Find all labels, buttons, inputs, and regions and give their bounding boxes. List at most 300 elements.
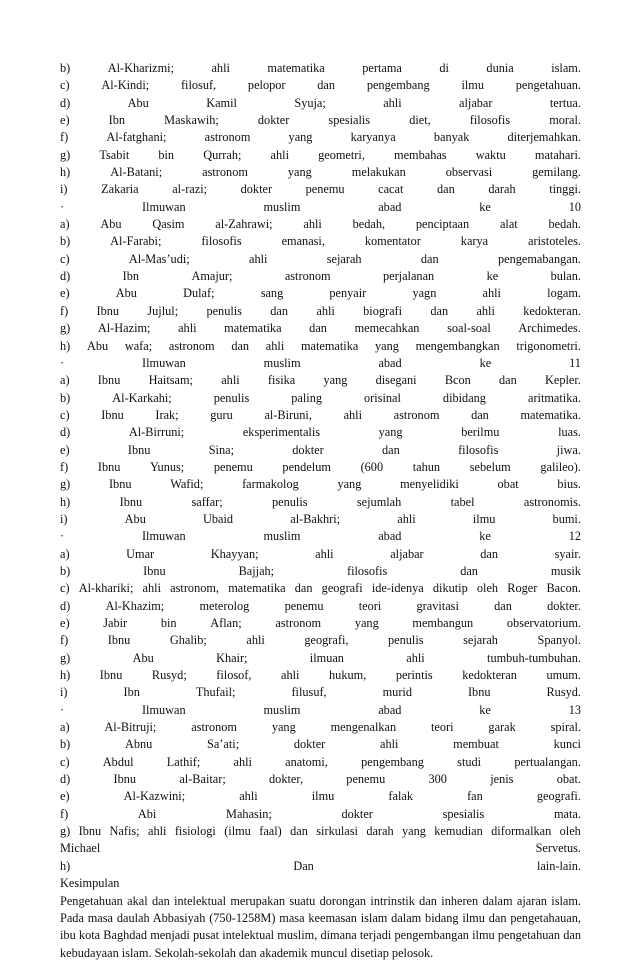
list-line	[60, 615, 581, 632]
line-word: ke	[479, 355, 492, 370]
line-word: Rusyd;	[151, 668, 187, 683]
list-line	[60, 476, 581, 493]
line-word: al-razi;	[172, 182, 208, 197]
line-word: penemu	[346, 772, 386, 787]
line-word: penulis	[388, 633, 424, 648]
line-word: (ilmu	[224, 824, 251, 839]
line-word: pengembang	[361, 754, 424, 769]
line-word: sirkulasi	[316, 824, 358, 839]
line-word: ahli	[265, 338, 285, 353]
line-word: b)	[60, 390, 71, 405]
list-line	[60, 667, 581, 684]
line-word: lain-lain.	[536, 858, 581, 873]
line-word: dan	[494, 598, 512, 613]
line-word: ahli	[383, 95, 402, 110]
list-line	[60, 147, 581, 164]
line-word: b)	[60, 563, 71, 578]
line-word: pengembang	[366, 78, 430, 93]
line-word: i)	[60, 685, 68, 700]
line-word: Al-Kazwini;	[123, 789, 186, 804]
line-word: kemudian	[434, 824, 483, 839]
line-word: perintis	[395, 668, 433, 683]
conclusion-paragraph: Pengetahuan akal dan intelektual merupakan suatu dorongan intrinstik dan inheren dalam ajaran islam. Pada masa daulah Abbasiyah (750-1258M) masa keemasan islam dalam bidang ilmu dan pengetahauan, ibu kota Baghdad menjadi pusat intelektual muslim, dimana terjadi pengembangan ilmu pengetahuan dan kebudayaan islam. Sekolah-sekolah dan akademik muncul disetiap pelosok.	[60, 893, 581, 960]
line-word: 300	[428, 772, 447, 787]
line-word: Ibnu	[101, 407, 124, 422]
line-word: banyak	[433, 130, 470, 145]
line-word: e)	[60, 616, 70, 630]
line-word: ide-idenya	[371, 581, 424, 596]
line-word: Ibnu	[467, 685, 491, 700]
line-word: Haitsam;	[148, 373, 193, 388]
line-word: pelopor	[247, 78, 286, 93]
list-line	[60, 823, 581, 840]
line-word: Qasim	[152, 217, 185, 232]
list-line	[60, 112, 581, 129]
line-word: tertua.	[549, 95, 581, 110]
line-word: logam.	[547, 286, 581, 301]
line-word: al-Baitar;	[179, 772, 226, 787]
line-word: Maskawih;	[164, 113, 219, 128]
list-line	[60, 338, 581, 355]
list-line	[60, 77, 581, 94]
line-word: ahli	[233, 754, 252, 769]
line-word: ahli	[379, 737, 399, 752]
line-word: 13	[568, 702, 581, 717]
line-word: Ibn	[123, 685, 140, 700]
line-word: abad	[378, 199, 402, 214]
list-line	[60, 355, 581, 372]
line-word: Kamil	[206, 95, 237, 110]
line-word: fisika	[267, 373, 296, 388]
line-word: g)	[60, 147, 71, 162]
line-word: Al-Batani;	[110, 165, 163, 180]
line-word: Khair;	[216, 650, 248, 665]
line-word: Ghalib;	[169, 633, 207, 648]
line-word: pendelum	[282, 459, 331, 474]
line-word: h)	[60, 668, 71, 683]
line-word: dan	[420, 251, 439, 266]
line-word: faal)	[259, 824, 282, 839]
line-word: aristoteles.	[528, 234, 581, 249]
line-word: dan	[430, 303, 449, 318]
line-word: geografi	[321, 581, 363, 596]
line-word: dokter	[240, 182, 273, 197]
line-word: ke	[479, 702, 491, 717]
line-word: yang	[323, 373, 348, 388]
line-word: jiwa.	[556, 442, 581, 457]
list-line	[60, 216, 581, 233]
line-word: pertualangan.	[514, 754, 581, 769]
line-word: 12	[568, 529, 581, 544]
line-word: jenis	[490, 772, 514, 787]
line-word: soal-soal	[447, 321, 491, 336]
line-word: Qurrah;	[203, 147, 242, 162]
line-word: filosofis	[458, 442, 499, 457]
line-word: Lathif;	[166, 754, 201, 769]
list-line	[60, 736, 581, 753]
line-word: di	[439, 61, 449, 75]
line-word: karya	[460, 234, 489, 249]
line-word: ·	[60, 529, 65, 544]
line-word: a)	[60, 373, 70, 388]
line-word: komentator	[364, 234, 421, 249]
line-word: Ibnu	[107, 633, 131, 648]
line-word: f)	[60, 633, 69, 648]
line-word: matahari.	[534, 147, 581, 162]
line-word: aljabar	[390, 546, 424, 561]
line-word: falak	[388, 789, 413, 804]
line-word: ahli	[397, 511, 416, 526]
line-word: studi	[457, 754, 482, 769]
line-word: f)	[60, 459, 69, 474]
line-word: dan	[294, 581, 313, 596]
line-word: diet,	[409, 113, 431, 128]
line-word: ahli	[246, 633, 265, 648]
line-word: ahli	[248, 251, 268, 266]
line-word: f)	[60, 806, 69, 821]
line-word: ilmu	[472, 511, 496, 526]
line-word: filosofis	[347, 563, 388, 578]
line-word: 10	[568, 199, 581, 214]
line-word: menyelidiki	[400, 477, 459, 492]
line-word: Al-fatghani;	[106, 130, 167, 145]
line-word: h)	[60, 165, 71, 180]
line-word: obat	[497, 477, 519, 492]
line-word: ahli	[315, 546, 334, 561]
line-word: geografi.	[536, 789, 581, 804]
line-word: Dulaf;	[183, 286, 215, 301]
line-word: Michael	[60, 841, 101, 856]
line-word: Thufail;	[195, 685, 236, 700]
line-word: d)	[60, 425, 71, 440]
line-word: Mahasin;	[226, 806, 272, 821]
line-word: membuat	[453, 737, 499, 752]
line-word: Abu	[100, 217, 122, 232]
line-word: luas.	[558, 425, 581, 440]
list-line	[60, 303, 581, 320]
line-word: Al-Birruni;	[128, 425, 185, 440]
line-word: dan	[382, 442, 400, 457]
line-word: ilmu	[461, 78, 484, 93]
line-word: yang	[288, 130, 313, 145]
line-word: ahli	[343, 407, 363, 422]
line-word: astronom,	[170, 581, 220, 596]
line-word: biografi	[363, 303, 403, 318]
list-line	[60, 372, 581, 389]
list-line	[60, 754, 581, 771]
line-word: matematika	[267, 61, 325, 75]
line-word: ·	[60, 702, 65, 717]
line-word: matematika.	[520, 407, 581, 422]
line-word: ahli	[178, 321, 197, 336]
line-word: abad	[378, 355, 402, 370]
line-word: g)	[60, 650, 71, 665]
line-word: melakukan	[351, 165, 406, 180]
line-word: yang	[287, 165, 312, 180]
line-word: d)	[60, 95, 71, 110]
line-word: c)	[60, 754, 70, 769]
line-word: ahli	[221, 373, 240, 388]
scientist-list	[60, 60, 581, 875]
line-word: Ibnu	[99, 668, 123, 683]
line-word: b)	[60, 737, 71, 752]
line-word: a)	[60, 217, 70, 232]
line-word: membangun	[412, 616, 474, 630]
line-word: darah	[366, 824, 394, 839]
line-word: paling	[291, 390, 322, 405]
line-word: Roger	[507, 581, 538, 596]
line-word: Al-Karkahi;	[112, 390, 172, 405]
line-word: bin	[160, 616, 177, 630]
line-word: ahli	[142, 581, 161, 596]
line-word: muslim	[263, 702, 301, 717]
line-word: ilmu	[311, 789, 335, 804]
line-word: Jujlul;	[147, 303, 179, 318]
line-word: h)	[60, 858, 71, 873]
line-word: bulan.	[550, 269, 581, 284]
list-line	[60, 788, 581, 805]
line-word: diterjemahkan.	[507, 130, 581, 145]
line-word: spiral.	[550, 720, 581, 735]
line-word: oleh	[559, 824, 581, 839]
line-word: disegani	[375, 373, 417, 388]
line-word: Al-khariki;	[78, 581, 134, 596]
line-word: ahli	[406, 650, 425, 665]
line-word: mata.	[553, 806, 581, 821]
line-word: (600	[360, 459, 384, 474]
line-word: Amajur;	[191, 269, 233, 284]
line-word: ahli	[147, 824, 167, 839]
line-word: filosuf,	[180, 78, 217, 93]
line-word: Nafis;	[109, 824, 140, 839]
line-word: pertama	[362, 61, 402, 75]
line-word: oleh	[476, 581, 499, 596]
line-word: sang	[260, 286, 284, 301]
line-word: ahli	[316, 303, 335, 318]
line-word: tinggi.	[549, 182, 581, 197]
line-word: filosof,	[216, 668, 252, 683]
line-word: tabel	[450, 494, 475, 509]
list-line	[60, 719, 581, 736]
line-word: galileo).	[540, 459, 581, 474]
list-line	[60, 181, 581, 198]
list-line	[60, 528, 581, 545]
line-word: Khayyan;	[210, 546, 259, 561]
line-word: yang	[271, 720, 296, 735]
line-word: muslim	[263, 355, 301, 370]
line-word: abad	[378, 529, 402, 544]
line-word: bumi.	[552, 511, 581, 526]
line-word: Ilmuwan	[141, 199, 186, 214]
line-word: ·	[60, 199, 65, 214]
list-line	[60, 598, 581, 615]
line-word: penemu	[213, 459, 253, 474]
line-word: Rusyd.	[546, 685, 581, 700]
line-word: sebelum	[469, 459, 511, 474]
line-word: pengetahuan.	[515, 78, 581, 93]
line-word: Irak;	[155, 407, 179, 422]
line-word: bedah,	[352, 217, 386, 232]
line-word: astronom	[284, 269, 331, 284]
line-word: yagn	[412, 286, 437, 301]
line-word: fan	[467, 789, 483, 804]
line-word: dan	[309, 321, 327, 336]
line-word: Abu	[124, 511, 146, 526]
line-word: yang	[402, 824, 426, 839]
line-word: dokter	[341, 806, 373, 821]
line-word: Abu	[132, 650, 154, 665]
line-word: farmakolog	[242, 477, 299, 492]
line-word: ahli	[211, 61, 230, 75]
line-word: penulis	[206, 303, 242, 318]
line-word: ahli	[270, 147, 289, 162]
line-word: Syuja;	[294, 95, 326, 110]
list-line	[60, 233, 581, 250]
line-word: dan	[436, 182, 455, 197]
line-word: saffar;	[191, 494, 223, 509]
line-word: trigonometri.	[516, 338, 581, 353]
line-word: astronom	[393, 407, 440, 422]
line-word: d)	[60, 269, 71, 284]
line-word: Ibnu	[119, 494, 143, 509]
line-word: dan	[471, 407, 489, 422]
list-line	[60, 684, 581, 701]
line-word: Jabir	[103, 616, 128, 630]
line-word: Ubaid	[203, 511, 234, 526]
line-word: yang	[375, 338, 399, 353]
line-word: dan	[270, 303, 289, 318]
line-word: mengenalkan	[330, 720, 397, 735]
line-word: astronom	[275, 616, 322, 630]
line-word: membahas	[394, 147, 447, 162]
line-word: al-Bakhri;	[290, 511, 341, 526]
line-word: al-Zahrawi;	[215, 217, 273, 232]
line-word: Ibnu	[78, 824, 102, 839]
line-word: astronomis.	[523, 494, 581, 509]
line-word: matematika	[224, 321, 282, 336]
list-line	[60, 129, 581, 146]
line-word: memecahkan	[354, 321, 420, 336]
line-word: karyanya	[350, 130, 396, 145]
line-word: eksperimentalis	[242, 425, 321, 440]
line-word: garak	[488, 720, 516, 735]
line-word: b)	[60, 61, 71, 75]
line-word: Ilmuwan	[142, 355, 186, 370]
list-line	[60, 95, 581, 112]
line-word: berilmu	[461, 425, 500, 440]
line-word: spesialis	[442, 806, 485, 821]
line-word: astronom	[202, 165, 248, 180]
line-word: alat	[499, 217, 518, 232]
line-word: h)	[60, 494, 71, 509]
line-word: Ibnu	[127, 442, 151, 457]
line-word: moral.	[549, 113, 581, 128]
line-word: dan	[317, 78, 336, 93]
line-word: d)	[60, 772, 71, 787]
line-word: Ibnu	[96, 303, 120, 318]
line-word: hukum,	[329, 668, 367, 683]
line-word: Al-Kharizmi;	[107, 61, 174, 75]
line-word: ke	[486, 269, 499, 284]
line-word: Yunus;	[150, 459, 185, 474]
list-line	[60, 320, 581, 337]
line-word: ahli	[281, 668, 300, 683]
line-word: dibidang	[442, 390, 486, 405]
line-word: h)	[60, 338, 71, 353]
line-word: gemilang.	[532, 165, 581, 180]
line-word: obat.	[556, 772, 581, 787]
line-word: i)	[60, 182, 68, 197]
list-line	[60, 806, 581, 823]
line-word: penyair	[329, 286, 367, 301]
line-word: c)	[60, 78, 70, 93]
line-word: filusuf,	[291, 685, 327, 700]
line-word: penulis	[272, 494, 308, 509]
line-word: Abi	[137, 806, 157, 821]
list-line	[60, 632, 581, 649]
line-word: guru	[210, 407, 233, 422]
line-word: sejumlah	[356, 494, 402, 509]
line-word: dan	[460, 563, 478, 578]
line-word: a)	[60, 720, 70, 735]
section-heading	[60, 875, 581, 892]
line-word: Bacon.	[546, 581, 581, 596]
list-line	[60, 442, 581, 459]
line-word: islam.	[551, 61, 581, 75]
list-line	[60, 650, 581, 667]
line-word: penulis	[213, 390, 250, 405]
line-word: gravitasi	[416, 598, 459, 613]
line-word: Abdul	[102, 754, 134, 769]
line-word: dokter	[292, 442, 324, 457]
line-word: Spanyol.	[537, 633, 581, 648]
list-line	[60, 840, 581, 857]
line-word: darah	[488, 182, 516, 197]
line-word: spesialis	[328, 113, 371, 128]
line-word: Al-Hazim;	[97, 321, 151, 336]
line-word: yang	[354, 616, 379, 630]
line-word: Ibn	[108, 113, 126, 128]
line-word: sejarah	[463, 633, 498, 648]
line-word: dokter,	[269, 772, 304, 787]
line-word: mengembangkan	[415, 338, 500, 353]
line-word: tumbuh-tumbuhan.	[487, 650, 581, 665]
line-word: dokter	[293, 737, 326, 752]
line-word: musik	[550, 563, 581, 578]
line-word: ·	[60, 355, 65, 370]
list-line	[60, 858, 581, 875]
line-word: geometri,	[318, 147, 365, 162]
line-word: ke	[479, 529, 491, 544]
line-word: Bcon	[444, 373, 471, 388]
line-word: diformalkan	[491, 824, 552, 839]
list-line	[60, 251, 581, 268]
heading-text: Kesimpulan	[60, 876, 120, 891]
line-word: penemu	[305, 182, 345, 197]
line-word: geografi,	[304, 633, 349, 648]
line-word: Archimedes.	[518, 321, 581, 336]
line-word: yang	[378, 425, 403, 440]
line-word: Sa’ati;	[207, 737, 240, 752]
line-word: murid	[382, 685, 412, 700]
line-word: matematika	[228, 581, 286, 596]
line-word: penciptaan	[415, 217, 470, 232]
line-word: bin	[158, 147, 175, 162]
line-word: Sina;	[208, 442, 234, 457]
line-word: sejarah	[326, 251, 362, 266]
line-word: Bajjah;	[238, 563, 275, 578]
list-line	[60, 494, 581, 511]
